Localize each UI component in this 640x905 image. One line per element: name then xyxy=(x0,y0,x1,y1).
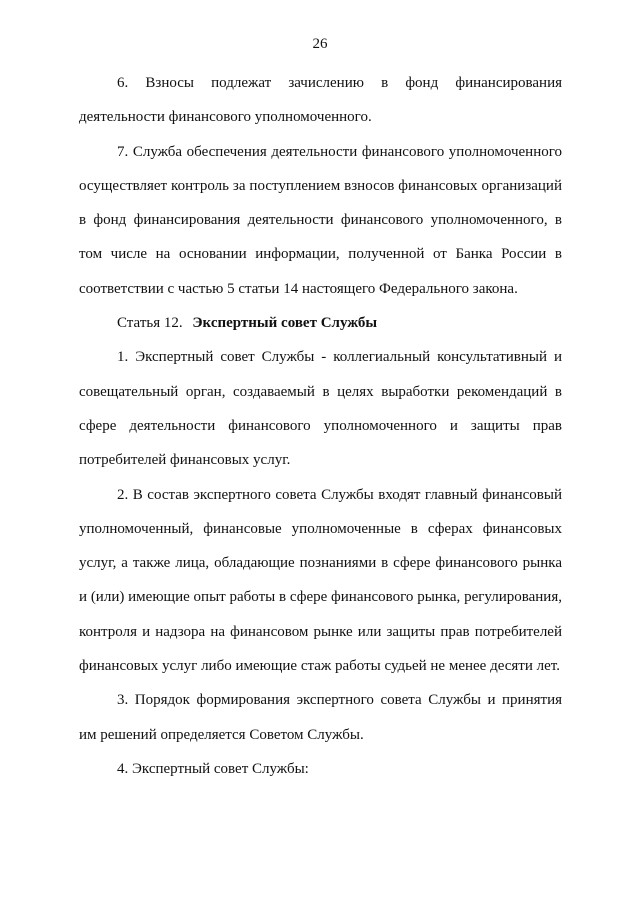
article-paragraph-4: 4. Экспертный совет Службы: xyxy=(117,760,309,777)
paragraph-6: 6. Взносы подлежат зачислению в фонд финансирования деятельности финансового уполномоченного. xyxy=(79,75,562,126)
article-paragraph-3: 3. Порядок формирования экспертного совета Службы и принятия им решений определяется Советом Службы. xyxy=(79,692,562,743)
article-paragraph-1: 1. Экспертный совет Службы - коллегиальный консультативный и совещательный орган, создаваемый в целях выработки рекомендаций в сфере деятельности финансового уполномоченного и защиты прав потребителей финансовых услуг. xyxy=(79,349,562,469)
paragraph-7: 7. Служба обеспечения деятельности финансового уполномоченного осуществляет контроль за поступлением взносов финансовых организаций в фонд финансирования деятельности финансового уполномоченного, в том числе на основании информации, полученной от Банка России в соответствии с частью 5 статьи 14 настоящего Федерального закона. xyxy=(79,143,562,297)
page-number: 26 xyxy=(312,36,328,52)
article-number: Статья 12. xyxy=(117,315,183,332)
article-paragraph-2: 2. В состав экспертного совета Службы входят главный финансовый уполномоченный, финансовые уполномоченные в сферах финансовых услуг, а также лица, обладающие познаниями в сфере финансового рынка и (или) имеющие опыт работы в сфере финансового рынка, регулирования, контроля и надзора на финансовом рынке или защиты прав потребителей финансовых услуг либо имеющие стаж работы судьей не менее десяти лет. xyxy=(79,486,562,675)
article-title: Экспертный совет Службы xyxy=(192,315,378,332)
document-body xyxy=(79,66,562,786)
article-heading xyxy=(79,306,562,340)
